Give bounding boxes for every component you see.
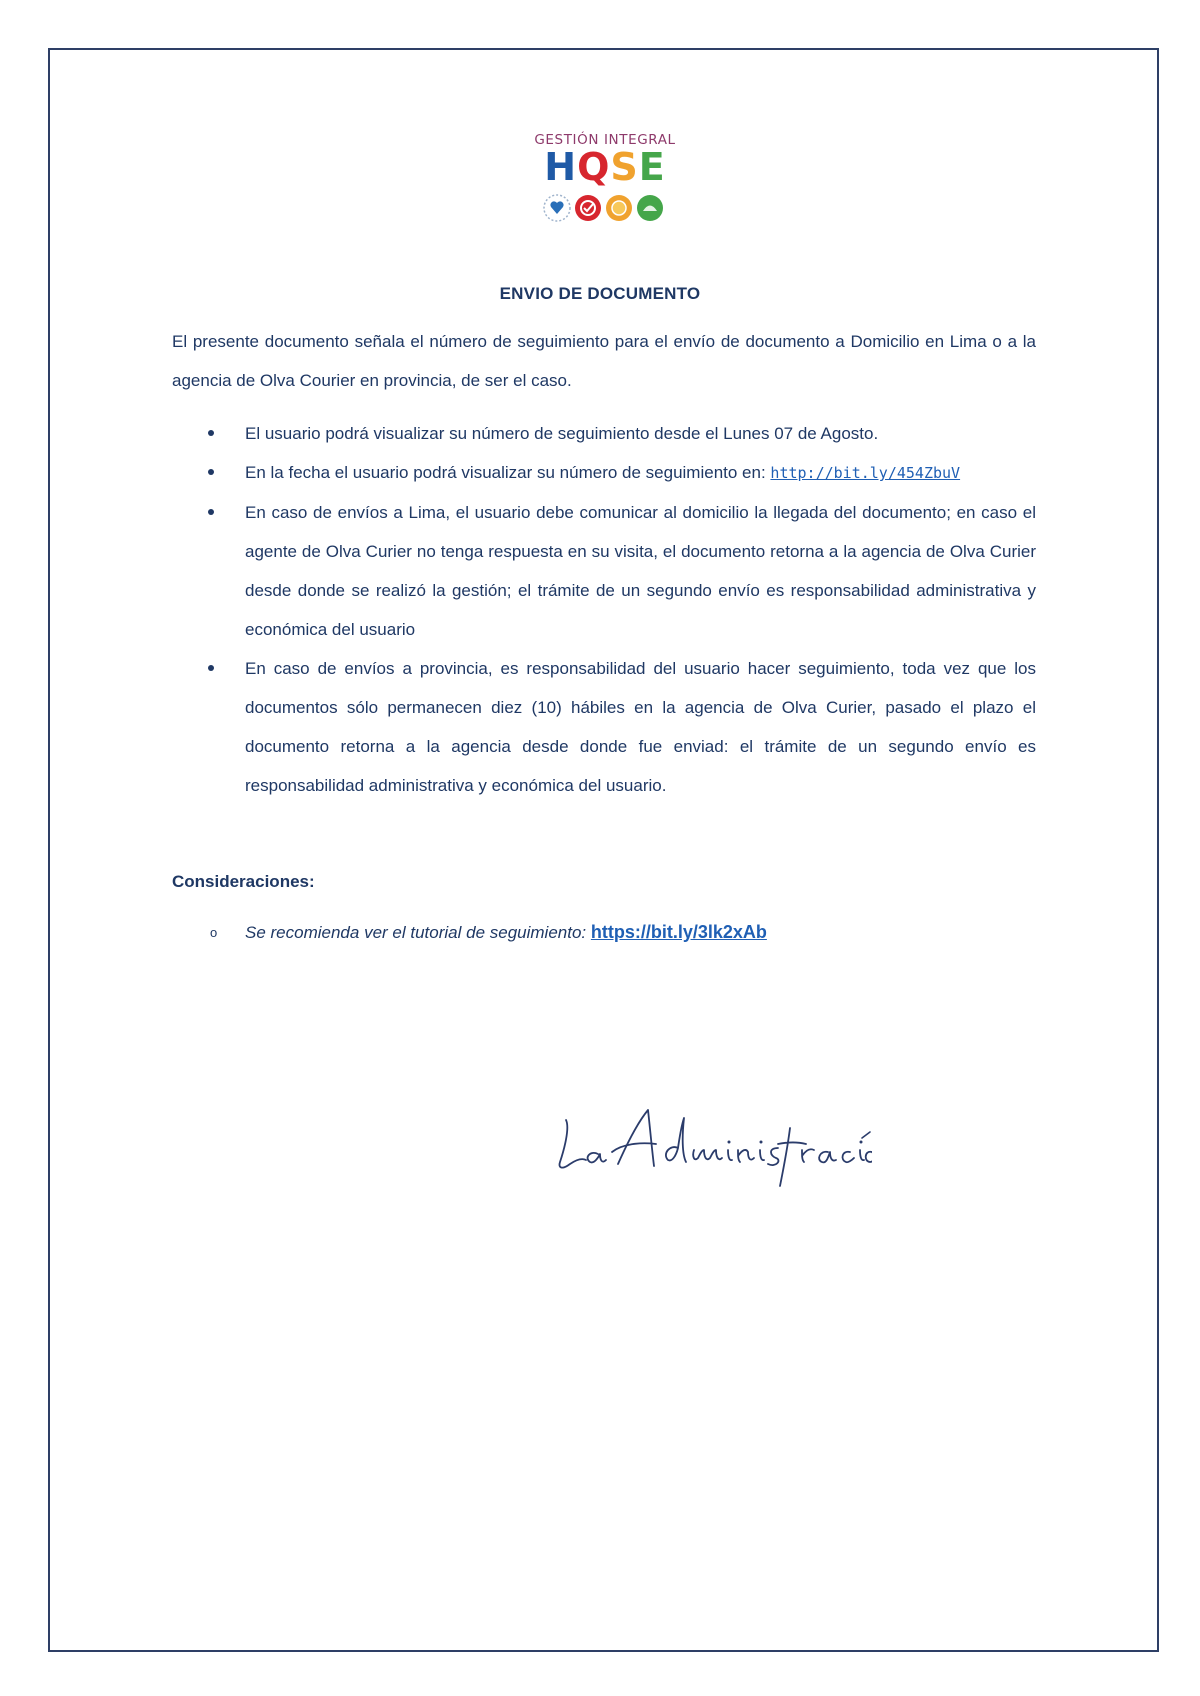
safety-icon	[606, 195, 632, 221]
list-item-text: En caso de envíos a Lima, el usuario debe comunicar al domicilio la llegada del documento; en caso el agente de Olva Curier no tenga respuesta en su visita, el documento retorna a la agencia de Olva Curier desde donde se realizó la gestión; el trámite de un segundo envío es responsabilidad administrativa y económica del usuario	[245, 503, 1036, 639]
logo-letter-s: S	[610, 145, 639, 189]
signature	[552, 1098, 872, 1188]
considerations-heading: Consideraciones:	[172, 872, 315, 891]
circle-bullet-icon: o	[210, 925, 218, 940]
list-item-text: En caso de envíos a provincia, es responsabilidad del usuario hacer seguimiento, toda vez que los documentos sólo permanecen diez (10) hábiles en la agencia de Olva Curier, pasado el plazo el documento retorna a la agencia desde donde fue enviad: el trámite de un segundo envío es responsabilidad administrativa y económica del usuario.	[245, 659, 1036, 795]
list-item-text: En la fecha el usuario podrá visualizar su número de seguimiento en:	[245, 463, 771, 482]
document-title: ENVIO DE DOCUMENTO	[499, 284, 701, 303]
list-item-text: El usuario podrá visualizar su número de seguimiento desde el Lunes 07 de Agosto.	[245, 424, 879, 443]
logo-letter-e: E	[638, 145, 666, 189]
list-item	[172, 414, 1036, 453]
bullet-icon	[208, 665, 214, 671]
tutorial-link[interactable]: https://bit.ly/3lk2xAb	[590, 922, 767, 942]
list-item	[172, 913, 1036, 952]
logo-letters	[515, 145, 695, 189]
list-item-text: Se recomienda ver el tutorial de seguimiento:	[245, 923, 591, 942]
logo-icons	[541, 192, 671, 224]
list-item	[172, 493, 1036, 649]
bullet-list	[172, 414, 1036, 805]
logo-letter-q: Q	[577, 145, 611, 189]
considerations-list	[172, 913, 1036, 952]
quality-icon	[575, 195, 601, 221]
list-item	[172, 453, 1036, 493]
tracking-link[interactable]: http://bit.ly/454ZbuV	[770, 464, 961, 482]
intro-paragraph: El presente documento señala el número de seguimiento para el envío de documento a Domicilio en Lima o a la agencia de Olva Courier en provincia, de ser el caso.	[172, 332, 1036, 390]
bullet-icon	[208, 469, 214, 475]
bullet-icon	[208, 509, 214, 515]
bullet-icon	[208, 430, 214, 436]
health-icon	[544, 195, 570, 221]
list-item	[172, 649, 1036, 805]
logo-letter-h: H	[544, 145, 578, 189]
environment-icon	[637, 195, 663, 221]
hqse-logo	[515, 130, 695, 230]
logo-top-text: GESTIÓN INTEGRAL	[534, 132, 676, 148]
